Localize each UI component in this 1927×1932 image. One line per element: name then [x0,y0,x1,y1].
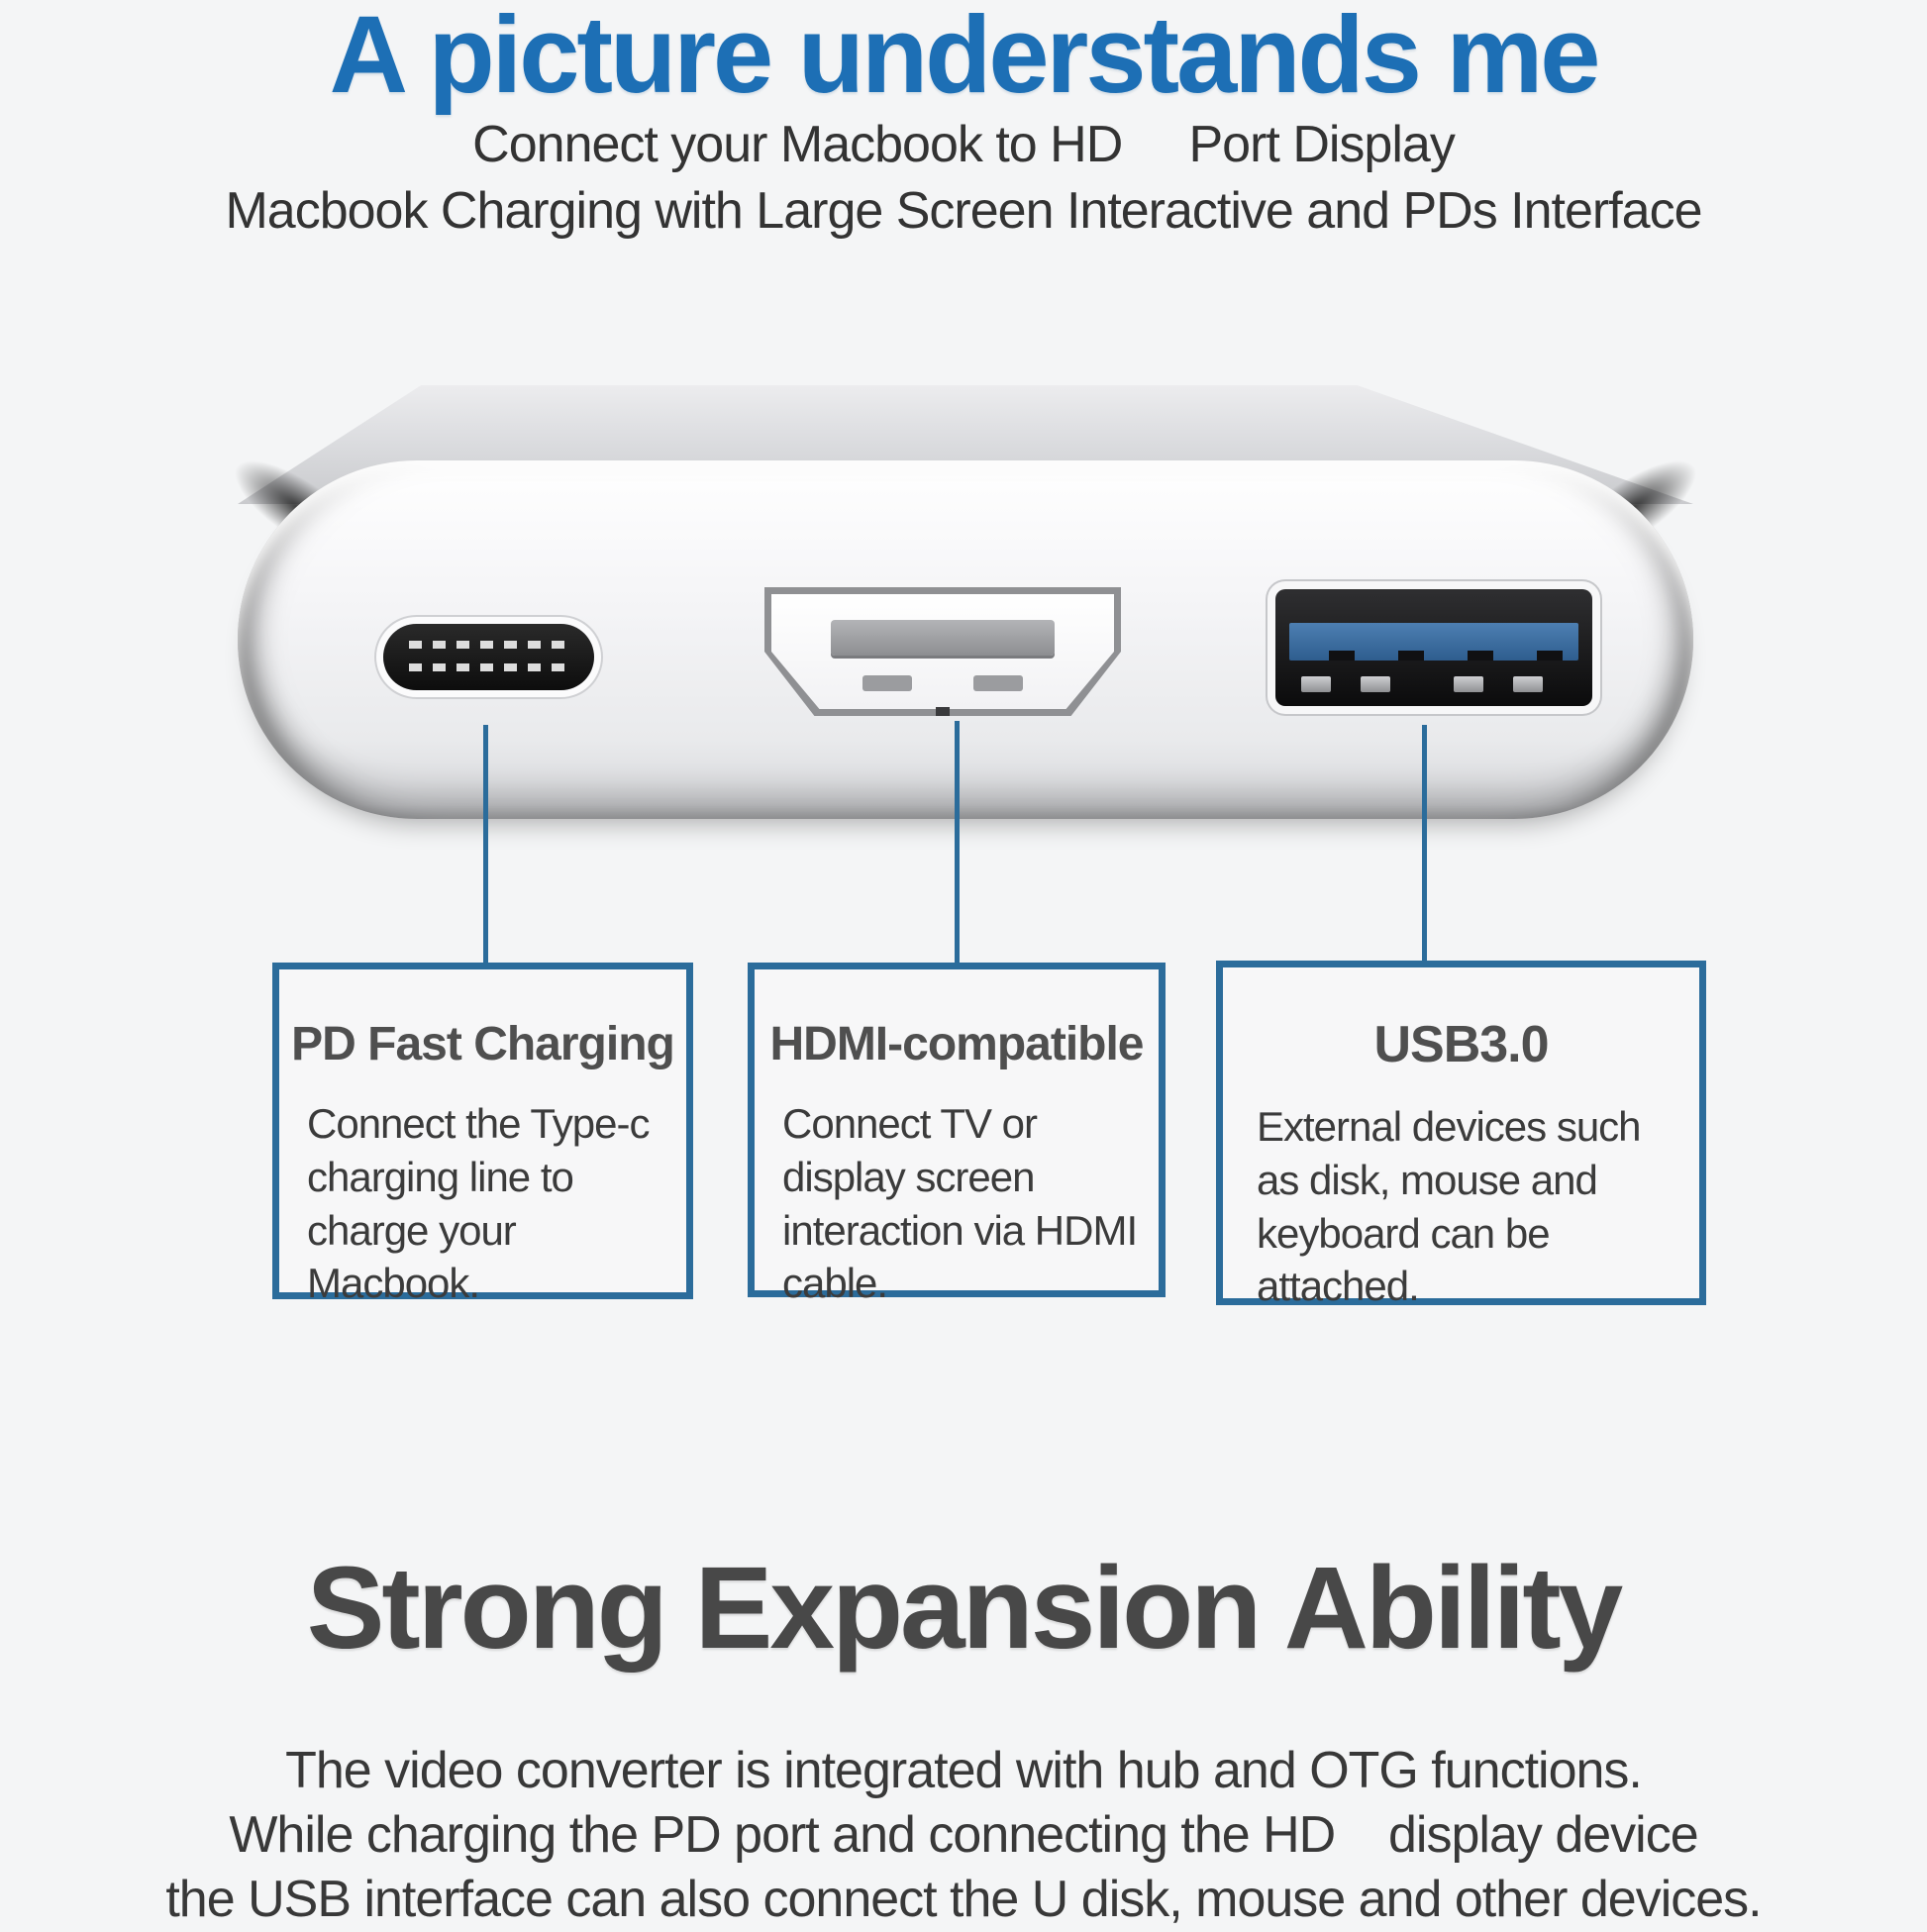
hdmi-tab [973,675,1023,691]
paragraph-line: the USB interface can also connect the U disk, mouse and other devices. [165,1871,1762,1928]
expansion-paragraph [0,1739,1927,1932]
callout-body: Connect the Type-c charging line to charge your Macbook. [307,1100,650,1307]
subtitle-line-1: Connect your Macbook to HD Port Display [472,116,1455,173]
callout-body: External devices such as disk, mouse and keyboard can be attached. [1257,1103,1641,1310]
usb-a-blue-tongue [1289,623,1578,661]
page-title: A picture understands me [329,0,1598,116]
connector-line-usb-a [1422,725,1427,963]
callout-hdmi-compatible [748,963,1166,1307]
usb-a-contact [1301,676,1331,692]
callout-pd-fast-charging [272,963,693,1307]
hdmi-port [764,587,1121,716]
connector-line-usb-c [483,725,488,963]
callout-body: Connect TV or display screen interaction via HDMI cable. [782,1100,1138,1307]
callout-usb3 [1216,961,1706,1310]
usb-a-contact [1361,676,1390,692]
hdmi-port-cavity [771,594,1114,709]
callout-title: PD Fast Charging [291,1018,674,1070]
usb-a-contact [1454,676,1483,692]
paragraph-line: The video converter is integrated with hub and OTG functions. [285,1742,1642,1799]
usb-a-contact [1513,676,1543,692]
usb-type-c-port [383,624,594,690]
usb-3-0-port [1275,589,1592,706]
subtitle-line-2: Macbook Charging with Large Screen Interactive and PDs Interface [225,182,1702,240]
callout-title: USB3.0 [1373,1016,1549,1073]
expansion-heading: Strong Expansion Ability [306,1543,1621,1674]
usb-a-notch [1398,651,1424,661]
usb-a-notch [1468,651,1493,661]
usb-c-pin-row [409,641,568,649]
usb-c-hub-adapter-image [208,342,1723,827]
hdmi-tab [862,675,912,691]
paragraph-line: While charging the PD port and connecting the HD display device [229,1806,1698,1864]
connector-line-hdmi [955,721,960,963]
hdmi-contact-tongue [831,620,1055,656]
hdmi-bottom-notch [936,707,950,716]
usb-c-pin-row [409,663,568,671]
callout-title: HDMI-compatible [769,1018,1144,1070]
usb-a-notch [1329,651,1355,661]
usb-a-notch [1537,651,1563,661]
